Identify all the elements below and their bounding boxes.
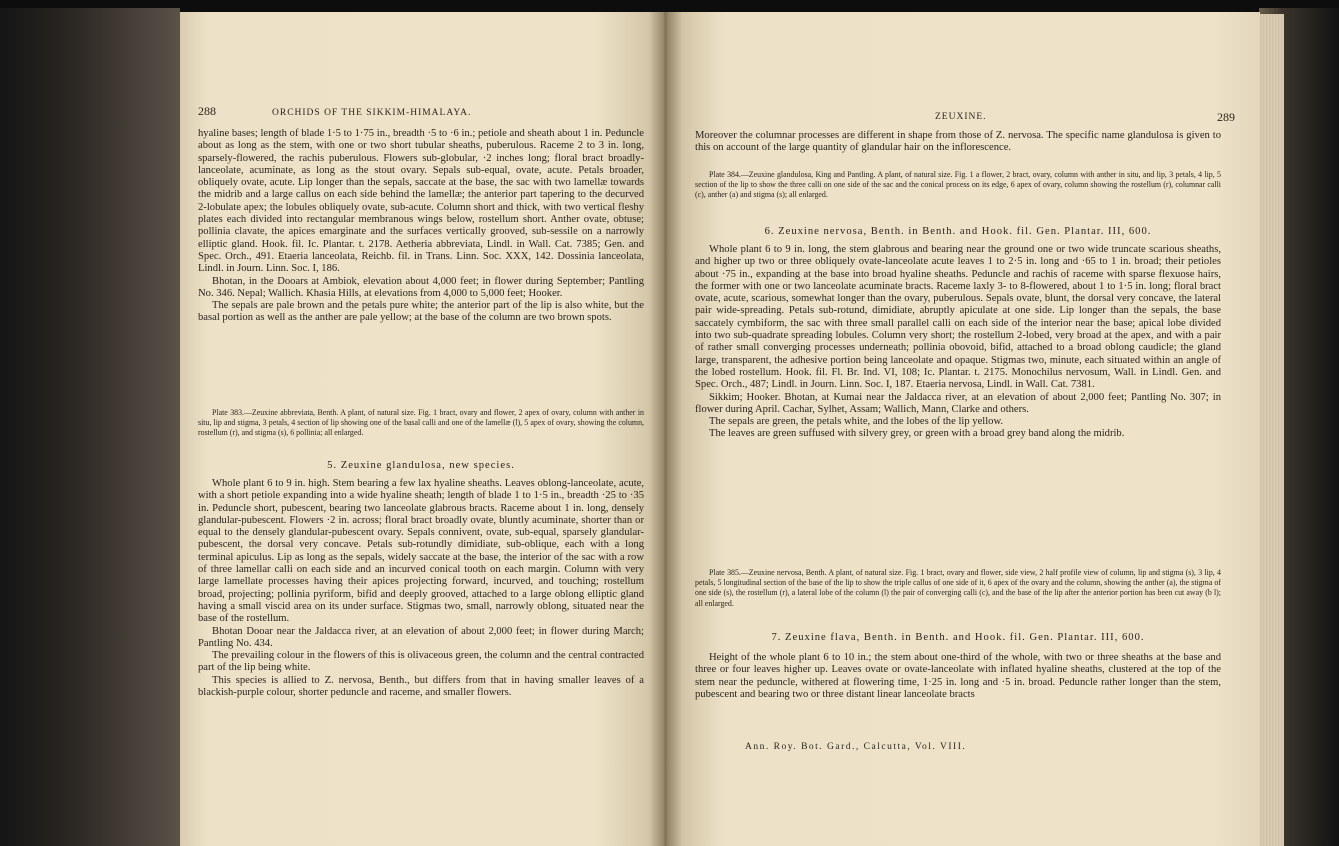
cover-top	[0, 0, 1339, 12]
page-number: 288	[198, 104, 216, 118]
book-left-edge	[0, 8, 180, 846]
text-block-3	[695, 652, 1221, 701]
caption-text: Plate 383.—Zeuxine abbreviata, Benth. A plant, of natural size. Fig. 1 bract, ovary and flower, 2 apex of ovary, column with anther in situ, lip and stigma, 3 petals, 4 section of lip showing one of the basal calli and one of the lamellæ (l), 5 apex of ovary, showing the column, rostellum (r), and stigma (s), 6 pollinia; all enlarged.	[198, 408, 644, 438]
page-stack-edge	[1260, 14, 1284, 846]
plate-caption	[198, 408, 644, 439]
book-gutter	[648, 12, 682, 846]
text-block-1	[198, 128, 644, 325]
text-block-1	[695, 130, 1221, 155]
left-page	[180, 12, 665, 846]
text-block-2	[198, 478, 644, 699]
caption-text: Plate 385.—Zeuxine nervosa, Benth. A plant, of natural size. Fig. 1 bract, ovary and flower, side view, 2 half profile view of column, lip and stigma (s), 3 lip, 4 petals, 5 longitudinal section of the base of the lip to show the triple callus of one side of it, 6 apex of the ovary and the column, showing the anther (a), the stigma of one side (s), the rostellum (r), a lateral lobe of the column (l) the pair of converging calli (c), and the base of the lip after the anterior portion has been cut away (b l); all enlarged.	[695, 568, 1221, 608]
page-number: 289	[1217, 110, 1235, 124]
section-heading: 6. Zeuxine nervosa, Benth. in Benth. and Hook. fil. Gen. Plantar. III, 600.	[764, 226, 1152, 237]
paragraph: This species is allied to Z. nervosa, Benth., but differs from that in having smaller leaves of a blackish-purple colour, shorter peduncle and raceme, and smaller flowers.	[198, 674, 644, 699]
paragraph: Height of the whole plant 6 to 10 in.; the stem about one-third of the whole, with two or three sheaths at the base and three or four leaves higher up. Leaves ovate or ovate-lanceolate with inflated hyaline sheaths, clustered at the top of the stem near the peduncle, withered at flowering time, 1·25 in. long and ·5 in. broad. Peduncle rather longer than the stem, pubescent and bearing two or three distant linear lanceolate bracts	[695, 652, 1221, 700]
section-heading: 7. Zeuxine flava, Benth. in Benth. and Hook. fil. Gen. Plantar. III, 600.	[771, 632, 1145, 643]
page-footer: Ann. Roy. Bot. Gard., Calcutta, Vol. VIII.	[745, 742, 967, 752]
paragraph: Bhotan Dooar near the Jaldacca river, at an elevation of about 2,000 feet; in flower during March; Pantling No. 434.	[198, 625, 644, 649]
text-block-2	[695, 244, 1221, 441]
paragraph: Whole plant 6 to 9 in. long, the stem glabrous and bearing near the ground one or two wide truncate scarious sheaths, and higher up two or three obliquely ovate-lanceolate acute leaves 1 to 2·5 in. long and ·65 to 1 in. broad; their petioles about ·75 in., expanding at the base into broad hyaline sheaths. Peduncle and rachis of raceme with sparse flexuose hairs, the former with one or two lanceolate acuminate bracts. Raceme laxly 3- to 8-flowered, about 1 to 1·5 in. long; floral bract ovate, acute, scarious, somewhat longer than the ovary, puberulous. Sepals ovate, blunt, the dorsal very concave, the lateral pair wide-spreading. Petals sub-rotund, dimidiate, abruptly apiculate at one side. Lip longer than the sepals, the base saccately cymbiform, the sac with three small parallel calli on each side of the interior near the base; apical lobe divided into two sub-quadrate spreading lobules. Column very short; the rostellum 2-lobed, very broad at the apex, and with a pair of rather small converging processes underneath; pollinia obovoid, bifid, attached to a broad oblong caudicle; the gland large, transparent, the adhesive portion being lanceolate and opaque. Stigmas two, minute, each situated within an angle of the lobed rostellum. Hook. fil. Fl. Br. Ind. VI, 108; Ic. Plantar. t. 2175. Monochilus nervosum, Wall. in Lindl. Gen. and Spec. Orch., 487; Lindl. in Journ. Linn. Soc. I, 187. Etaeria nervosa, Lindl. in Wall. Cat. 7381.	[695, 244, 1221, 391]
right-page	[665, 12, 1260, 846]
plate-caption	[695, 170, 1221, 201]
paragraph: hyaline bases; length of blade 1·5 to 1·75 in., breadth ·5 to ·6 in.; petiole and sheath about 1 in. Peduncle about as long as the stem, with one or two short tubular sheaths, puberulous. Raceme 2 to 3 in. long, sparsely-flowered, the rachis puberulous. Flowers sub-globular, ·2 inches long; floral bract broadly-lanceolate, acuminate, as long as the stout ovary. Sepals sub-equal, ovate, acute. Petals broader, obliquely ovate, acute. Lip longer than the sepals, saccate at the base, the sac with two lamellæ towards the midrib and a large callus on each side behind the lamellæ; the anterior part tapering to the decurved 2-lobulate apex; the lobules obliquely ovate, sub-acute. Column short and thick, with two vertical fleshy plates each divided into rectangular membranous wings below, rostellum short. Anther ovate, obtuse; pollinia clavate, the apices emarginate and the surfaces vertically grooved, sub-sessile on a narrowly elliptic gland. Hook. fil. Ic. Plantar. t. 2178. Aetheria abbreviata, Lindl. in Wall. Cat. 7385; Gen. and Spec. Orch., 491. Etaeria lanceolata, Reichb. fil. in Trans. Linn. Soc. XXX, 142. Dossinia lanceolata, Lindl. in Journ. Linn. Soc. I, 186.	[198, 128, 644, 275]
paragraph: Sikkim; Hooker. Bhotan, at Kumai near the Jaldacca river, at an elevation of about 2,000 feet; Pantling No. 307; in flower during April. Cachar, Sylhet, Assam; Wallich, Mann, Clarke and others.	[695, 391, 1221, 415]
section-heading: 5. Zeuxine glandulosa, new species.	[327, 460, 515, 471]
paragraph: Bhotan, in the Dooars at Ambiok, elevation about 4,000 feet; in flower during September; Pantling No. 346. Nepal; Wallich. Khasia Hills, at elevations from 4,000 to 5,000 feet; Hooker.	[198, 275, 644, 299]
paragraph: The sepals are green, the petals white, and the lobes of the lip yellow.	[709, 416, 1004, 428]
paragraph: Whole plant 6 to 9 in. high. Stem bearing a few lax hyaline sheaths. Leaves oblong-lanceolate, acute, with a short petiole expanding into a wide hyaline sheath; length of blade 1 to 1·5 in., breadth ·25 to ·35 in. Peduncle short, pubescent, bearing two lanceolate glabrous bracts. Raceme about 1 in. long, densely glandular-pubescent. Flowers ·2 in. across; floral bract broadly ovate, bluntly acuminate, shorter than or equal to the densely glandular-pubescent ovary. Sepals connivent, ovate, sub-equal, sparsely glandular-pubescent, the dorsal very concave. Petals sub-rotundly dimidiate, sub-oblique, each with a long terminal apiculus. Lip as long as the sepals, widely saccate at the base, the interior of the sac with a row of three lamellar calli on each side and an incurved conical tooth on each margin. Column with very large lamellate processes having their apices projecting forward, incurved, and touching; rostellum broad, projecting; pollinia pyriform, bifid and deeply grooved, attached to a large oblong elliptic gland having a small viscid area on its under surface. Stigmas two, small, narrowly oblong, situated near the base of the rostellum.	[198, 478, 644, 625]
running-head: ORCHIDS OF THE SIKKIM-HIMALAYA.	[272, 108, 472, 118]
paragraph: The leaves are green suffused with silvery grey, or green with a broad grey band along the midrib.	[709, 428, 1125, 440]
paragraph: The sepals are pale brown and the petals pure white; the anterior part of the lip is also white, but the basal portion as well as the anther are pale yellow; at the base of the column are two brown spots.	[198, 300, 644, 324]
caption-text: Plate 384.—Zeuxine glandulosa, King and Pantling. A plant, of natural size. Fig. 1 a flower, 2 bract, ovary, column with anther in situ, and lip, 3 petals, 4 lip, 5 section of the lip to show the three calli on one side of the sac and the conical process on its edge, 6 apex of ovary, column showing the rostellum (r), columnar calli (c), anther (a) and stigma (s); all enlarged.	[695, 170, 1221, 200]
running-head: ZEUXINE.	[935, 112, 987, 122]
plate-caption	[695, 568, 1221, 609]
paragraph: The prevailing colour in the flowers of this is olivaceous green, the column and the central contracted part of the lip being white.	[198, 650, 644, 674]
paragraph: Moreover the columnar processes are different in shape from those of Z. nervosa. The specific name glandulosa is given to this on account of the large quantity of glandular hair on the inflorescence.	[695, 130, 1221, 154]
